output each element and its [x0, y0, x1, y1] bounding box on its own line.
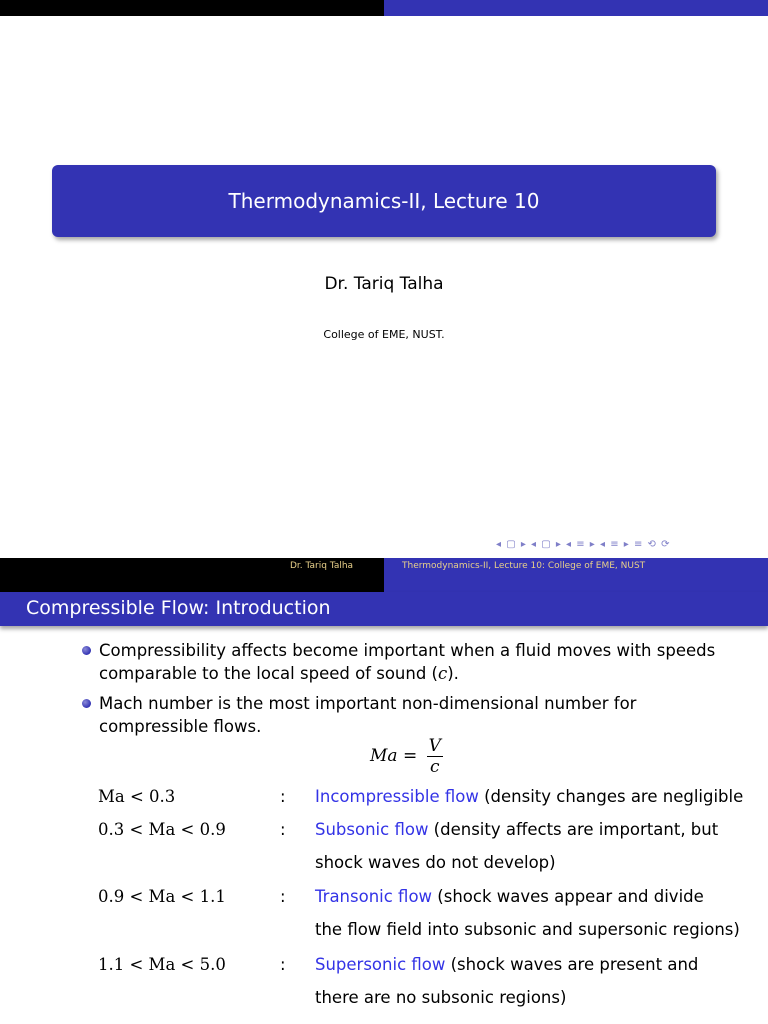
bullet-item-1	[99, 639, 739, 685]
regime-colon: :	[280, 887, 286, 906]
regime-description	[315, 787, 743, 806]
footline-author: Dr. Tariq Talha	[290, 561, 354, 571]
regime-description	[315, 887, 704, 906]
regime-description	[315, 955, 698, 974]
regime-condition: Ma < 0.3	[98, 787, 176, 806]
bullet-icon	[82, 646, 91, 655]
regime-detail: (density changes are negligible	[478, 787, 744, 806]
regime-name-link[interactable]: Incompressible flow	[315, 787, 479, 806]
bullet-2-line2: compressible flows.	[99, 717, 262, 736]
headline-bar-left	[0, 0, 384, 16]
regime-name-link[interactable]: Subsonic flow	[315, 820, 429, 839]
formula-fraction	[427, 736, 443, 777]
regime-colon: :	[280, 787, 286, 806]
bullet-icon	[82, 699, 91, 708]
author-name: Dr. Tariq Talha	[324, 274, 444, 294]
title-box	[52, 165, 716, 237]
regime-detail-continued: shock waves do not develop)	[315, 853, 556, 872]
speed-of-sound-symbol: c	[438, 664, 448, 683]
regime-detail-continued: the flow field into subsonic and supersonic regions)	[315, 920, 740, 939]
regime-description	[315, 820, 718, 839]
bullet-1-line1: Compressibility affects become important when a fluid moves with speeds	[99, 641, 716, 660]
presentation-title: Thermodynamics-II, Lecture 10	[228, 189, 540, 213]
regime-name-link[interactable]: Transonic flow	[315, 887, 433, 906]
headline-bar-right	[384, 0, 768, 16]
regime-detail: (shock waves appear and divide	[432, 887, 704, 906]
bullet-1-line2	[99, 662, 739, 685]
regime-detail: (shock waves are present and	[445, 955, 699, 974]
regime-detail: (density affects are important, but	[428, 820, 719, 839]
formula-lhs: Ma =	[370, 746, 418, 766]
regime-condition: 0.9 < Ma < 1.1	[98, 887, 226, 906]
regime-detail-continued: there are no subsonic regions)	[315, 988, 567, 1007]
bullet-1-line2-prefix: comparable to the local speed of sound (	[99, 664, 438, 683]
navigation-symbols[interactable]: ◂ ▢ ▸ ◂ ▢ ▸ ◂ ≡ ▸ ◂ ≡ ▸ ≡ ⟲ ⟳	[496, 539, 671, 550]
mach-number-formula	[370, 736, 443, 777]
formula-denominator: c	[429, 757, 440, 777]
bullet-1-line2-suffix: ).	[447, 664, 459, 683]
formula-numerator: V	[428, 736, 441, 756]
regime-condition: 1.1 < Ma < 5.0	[98, 955, 226, 974]
regime-colon: :	[280, 955, 286, 974]
regime-condition: 0.3 < Ma < 0.9	[98, 820, 226, 839]
bullet-item-2	[99, 692, 739, 738]
regime-colon: :	[280, 820, 286, 839]
footline-title: Thermodynamics-II, Lecture 10: College of EME, NUST	[402, 561, 646, 571]
bullet-2-line1: Mach number is the most important non-dimensional number for	[99, 694, 637, 713]
frame-title: Compressible Flow: Introduction	[26, 597, 331, 619]
regime-name-link[interactable]: Supersonic flow	[315, 955, 446, 974]
institute-name: College of EME, NUST.	[323, 328, 445, 341]
